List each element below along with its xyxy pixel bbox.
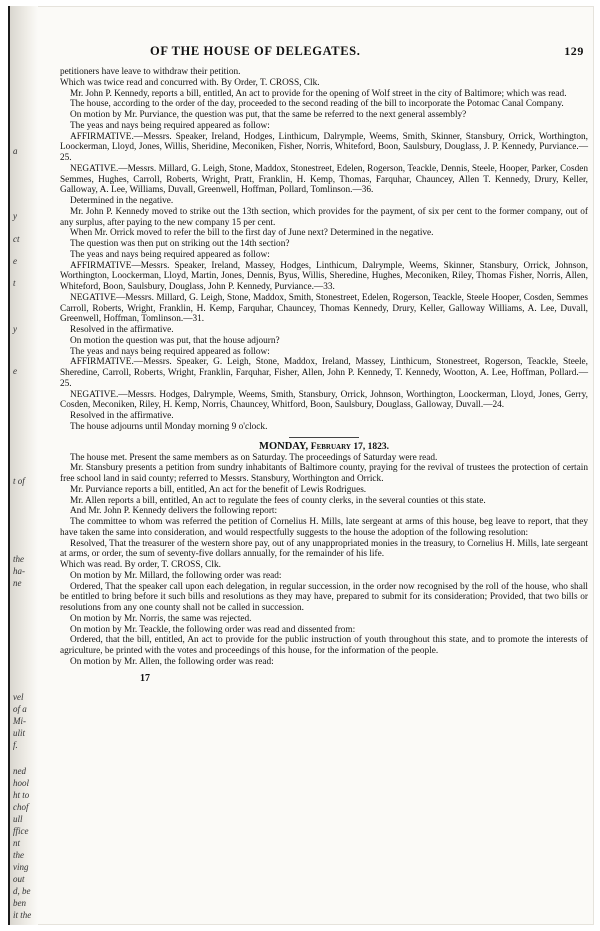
paragraph: The committee to whom was referred the petition of Cornelius H. Mills, late sergeant at arms of this house, beg leave to report, that they have taken the same into consideration, and would respectfully suggests to the house the adoption of the following resolution: [60, 517, 588, 538]
paragraph: Resolved in the affirmative. [70, 411, 174, 421]
gutter-fragment: y [13, 324, 17, 334]
gutter-fragment: hool [13, 778, 30, 788]
gutter-fragment: t of [13, 476, 25, 486]
paragraph: On motion by Mr. Purviance, the question was put, that the same be referred to the next general assembly? [70, 110, 467, 120]
page-body [60, 44, 588, 684]
gutter-fragment: ha- [13, 566, 25, 576]
paragraph: On motion by Mr. Norris, the same was rejected. [70, 613, 252, 624]
gutter-fragment: t [13, 278, 16, 288]
paragraph: Mr. John P. Kennedy, reports a bill, entitled, An act to provide for the opening of Wolf street in the city of Baltimore; which was read. [70, 88, 567, 99]
gutter-fragment: it the [13, 910, 32, 920]
paragraph: Resolved, That the treasurer of the western shore pay, out of any unappropriated monies in the treasury, to Cornelius H. Mills, late sergeant at arms, or order, the sum of seventy-five dollars annually, for the remainder of his life. [60, 538, 588, 560]
page-number: 129 [564, 44, 584, 58]
date-heading-date: February 17, 1823. [310, 441, 389, 452]
gutter-fragment: ct [13, 234, 20, 244]
paragraph: On motion by Mr. Allen, the following order was read: [70, 656, 274, 667]
paragraph: The house, according to the order of the day, proceeded to the second reading of the bill to incorporate the Potomac Canal Company. [70, 99, 564, 110]
paragraph: The yeas and nays being required appeared as follow: [70, 346, 270, 357]
gutter-fragment: ving [13, 862, 29, 872]
paragraph: petitioners have leave to withdraw their petition. [60, 67, 241, 77]
paragraph: The yeas and nays being required appeared as follow: [70, 120, 270, 131]
gutter-fragment: e [13, 256, 17, 266]
paragraph: AFFIRMATIVE.—Messrs. Speaker, Ireland, Hodges, Linthicum, Dalrymple, Weems, Smith, Skinner, Stansbury, Orrick, Worthington, Loockerman, Lloyd, Jones, Willis, Sheridine, Meconiken, Fisher, Norris, Whiteford, Boon, Saulsbury, Douglass, J. P. Kennedy, Purviance.—25. [60, 131, 588, 163]
gutter-fragment: the [13, 554, 24, 564]
scanned-page [8, 6, 594, 925]
paragraph: The house adjourns until Monday morning 9 o'clock. [70, 421, 268, 432]
gutter-fragment: ned [13, 766, 26, 776]
gutter-fragment: of a [13, 704, 27, 714]
paragraph: On motion the question was put, that the house adjourn? [70, 335, 280, 346]
paragraph: The question was then put on striking out the 14th section? [70, 239, 290, 249]
gutter-fragment: f. [13, 740, 18, 750]
paragraph: Which was twice read and concurred with. By Order, T. CROSS, Clk. [60, 77, 320, 88]
gutter-fragment: nt [13, 838, 21, 848]
date-heading [60, 441, 588, 452]
journal-text-part-1 [60, 67, 588, 433]
journal-text-part-2 [60, 453, 588, 668]
paragraph: Ordered, that the bill, entitled, An act to provide for the public instruction of youth throughout this state, and to promote the interests of agriculture, be printed with the votes and proceedings of this house, for the information of the people. [60, 635, 588, 656]
gutter-fragment: e [13, 366, 17, 376]
paragraph: On motion by Mr. Teackle, the following order was read and dissented from: [70, 624, 356, 635]
binding-gutter [10, 6, 38, 925]
gutter-fragment: ull [13, 814, 23, 824]
gutter-fragment: out [13, 874, 25, 884]
gutter-fragment: vel [13, 692, 24, 702]
paragraph: Ordered, That the speaker call upon each delegation, in regular succession, in the order now recognised by the roll of the house, who shall be entitled to bring before it such bills and resolutions as they may have, prepared to submit for its consideration; Provided, that two bills or resolutions from any one county shall not be called in succession. [60, 581, 588, 613]
paragraph: AFFIRMATIVE—Messrs. Speaker, Ireland, Massey, Hodges, Linthicum, Dalrymple, Weems, Skinner, Stansbury, Orrick, Johnson, Worthington, Loockerman, Lloyd, Martin, Jones, Dennis, Byus, Willis, Sheredine, Hughes, Meconiken, Riley, Thomas Fisher, Norris, Allen, Whiteford, Boon, Saulsbury, Douglass, John P. Kennedy, Purviance.—33. [60, 260, 588, 292]
gutter-fragment: the [13, 850, 24, 860]
paragraph: Mr. Purviance reports a bill, entitled, An act for the benefit of Lewis Rodrigues. [70, 484, 367, 495]
paragraph: And Mr. John P. Kennedy delivers the following report: [70, 506, 278, 517]
paragraph: NEGATIVE.—Messrs. Hodges, Dalrymple, Weems, Smith, Stansbury, Orrick, Johnson, Worthington, Loockerman, Lloyd, Jones, Gerry, Cosden, Meconiken, Riley, H. Kemp, Norris, Chauncey, Whitford, Boon, Saulsbury, Douglass, Galloway, Duvall.—24. [60, 389, 588, 411]
gutter-fragment: a [13, 146, 18, 156]
signature-mark: 17 [140, 672, 150, 684]
gutter-fragment: ben [13, 898, 26, 908]
paragraph: On motion by Mr. Millard, the following order was read: [70, 570, 282, 581]
paragraph: AFFIRMATIVE.—Messrs. Speaker, G. Leigh, Stone, Maddox, Ireland, Massey, Linthicum, Stonestreet, Rogerson, Teackle, Steele, Sheredine, Carroll, Roberts, Wright, Franklin, Farquhar, Fisher, Allen, John P. Kennedy, T. Kennedy, Wootton, A. Lee, Hoffman, Pollard.—25. [60, 357, 588, 389]
gutter-fragment: ffice [13, 826, 29, 836]
paragraph: Mr. Allen reports a bill, entitled, An act to regulate the fees of county clerks, in the several counties ot this state. [70, 495, 486, 506]
gutter-fragment: Mi- [13, 716, 26, 726]
running-head [60, 44, 588, 59]
paragraph: Determined in the negative. [70, 196, 174, 206]
gutter-fragment: y [13, 211, 17, 221]
gutter-fragment: ulit [13, 728, 26, 738]
paragraph: Mr. Stansbury presents a petition from sundry inhabitants of Baltimore county, praying for the revival of trustees the protection of certain free school land in said county; referred to Messrs. Stansbury, Worthington and Orrick. [60, 463, 588, 484]
paragraph: The yeas and nays being required appeared as follow: [70, 249, 270, 260]
paragraph: NEGATIVE.—Messrs. Millard, G. Leigh, Stone, Maddox, Stonestreet, Edelen, Rogerson, Teackle, Dennis, Steele, Hooper, Parker, Cosden Semmes, Hughes, Carroll, Roberts, Wright, Pratt, Franklin, H. Kemp, Thomas, Farquhar, Chauncey, Allen T. Kennedy, Drury, Keller, Galloway, A. Lee, Williams, Duvall, Greenwell, Hoffman, Pollard, Tomlinson.—36. [60, 163, 588, 196]
section-divider [289, 437, 359, 438]
paragraph: The house met. Present the same members as on Saturday. The proceedings of Saturday were read. [70, 452, 438, 463]
paragraph: When Mr. Orrick moved to refer the bill to the first day of June next? Determined in the negative. [70, 228, 434, 239]
gutter-fragment: d, be [13, 886, 31, 896]
paragraph: NEGATIVE—Messrs. Millard, G. Leigh, Stone, Maddox, Smith, Stonestreet, Edelen, Rogerson, Teackle, Steele Hooper, Cosden, Semmes Carroll, Roberts, Wright, Franklin, H. Kemp, Farquhar, Chauncey, Thomas Kennedy, Drury, Keller, Galloway Williams, A. Lee, Duvall, Greenwell, Hoffman, Tomlinson.—31. [60, 292, 588, 325]
gutter-fragment: ht to [13, 790, 30, 800]
paragraph: Resolved in the affirmative. [70, 325, 174, 335]
date-heading-day: MONDAY, [259, 440, 309, 452]
paragraph: Mr. John P. Kennedy moved to strike out the 13th section, which provides for the payment, of six per cent to the former company, out of any surplus, after paying to the new company 15 per cent. [60, 206, 588, 228]
gutter-fragment: ne [13, 578, 22, 588]
gutter-fragment: chof [13, 802, 29, 812]
paragraph: Which was read. By order, T. CROSS, Clk. [60, 560, 221, 570]
page-header-title: OF THE HOUSE OF DELEGATES. [150, 44, 361, 58]
